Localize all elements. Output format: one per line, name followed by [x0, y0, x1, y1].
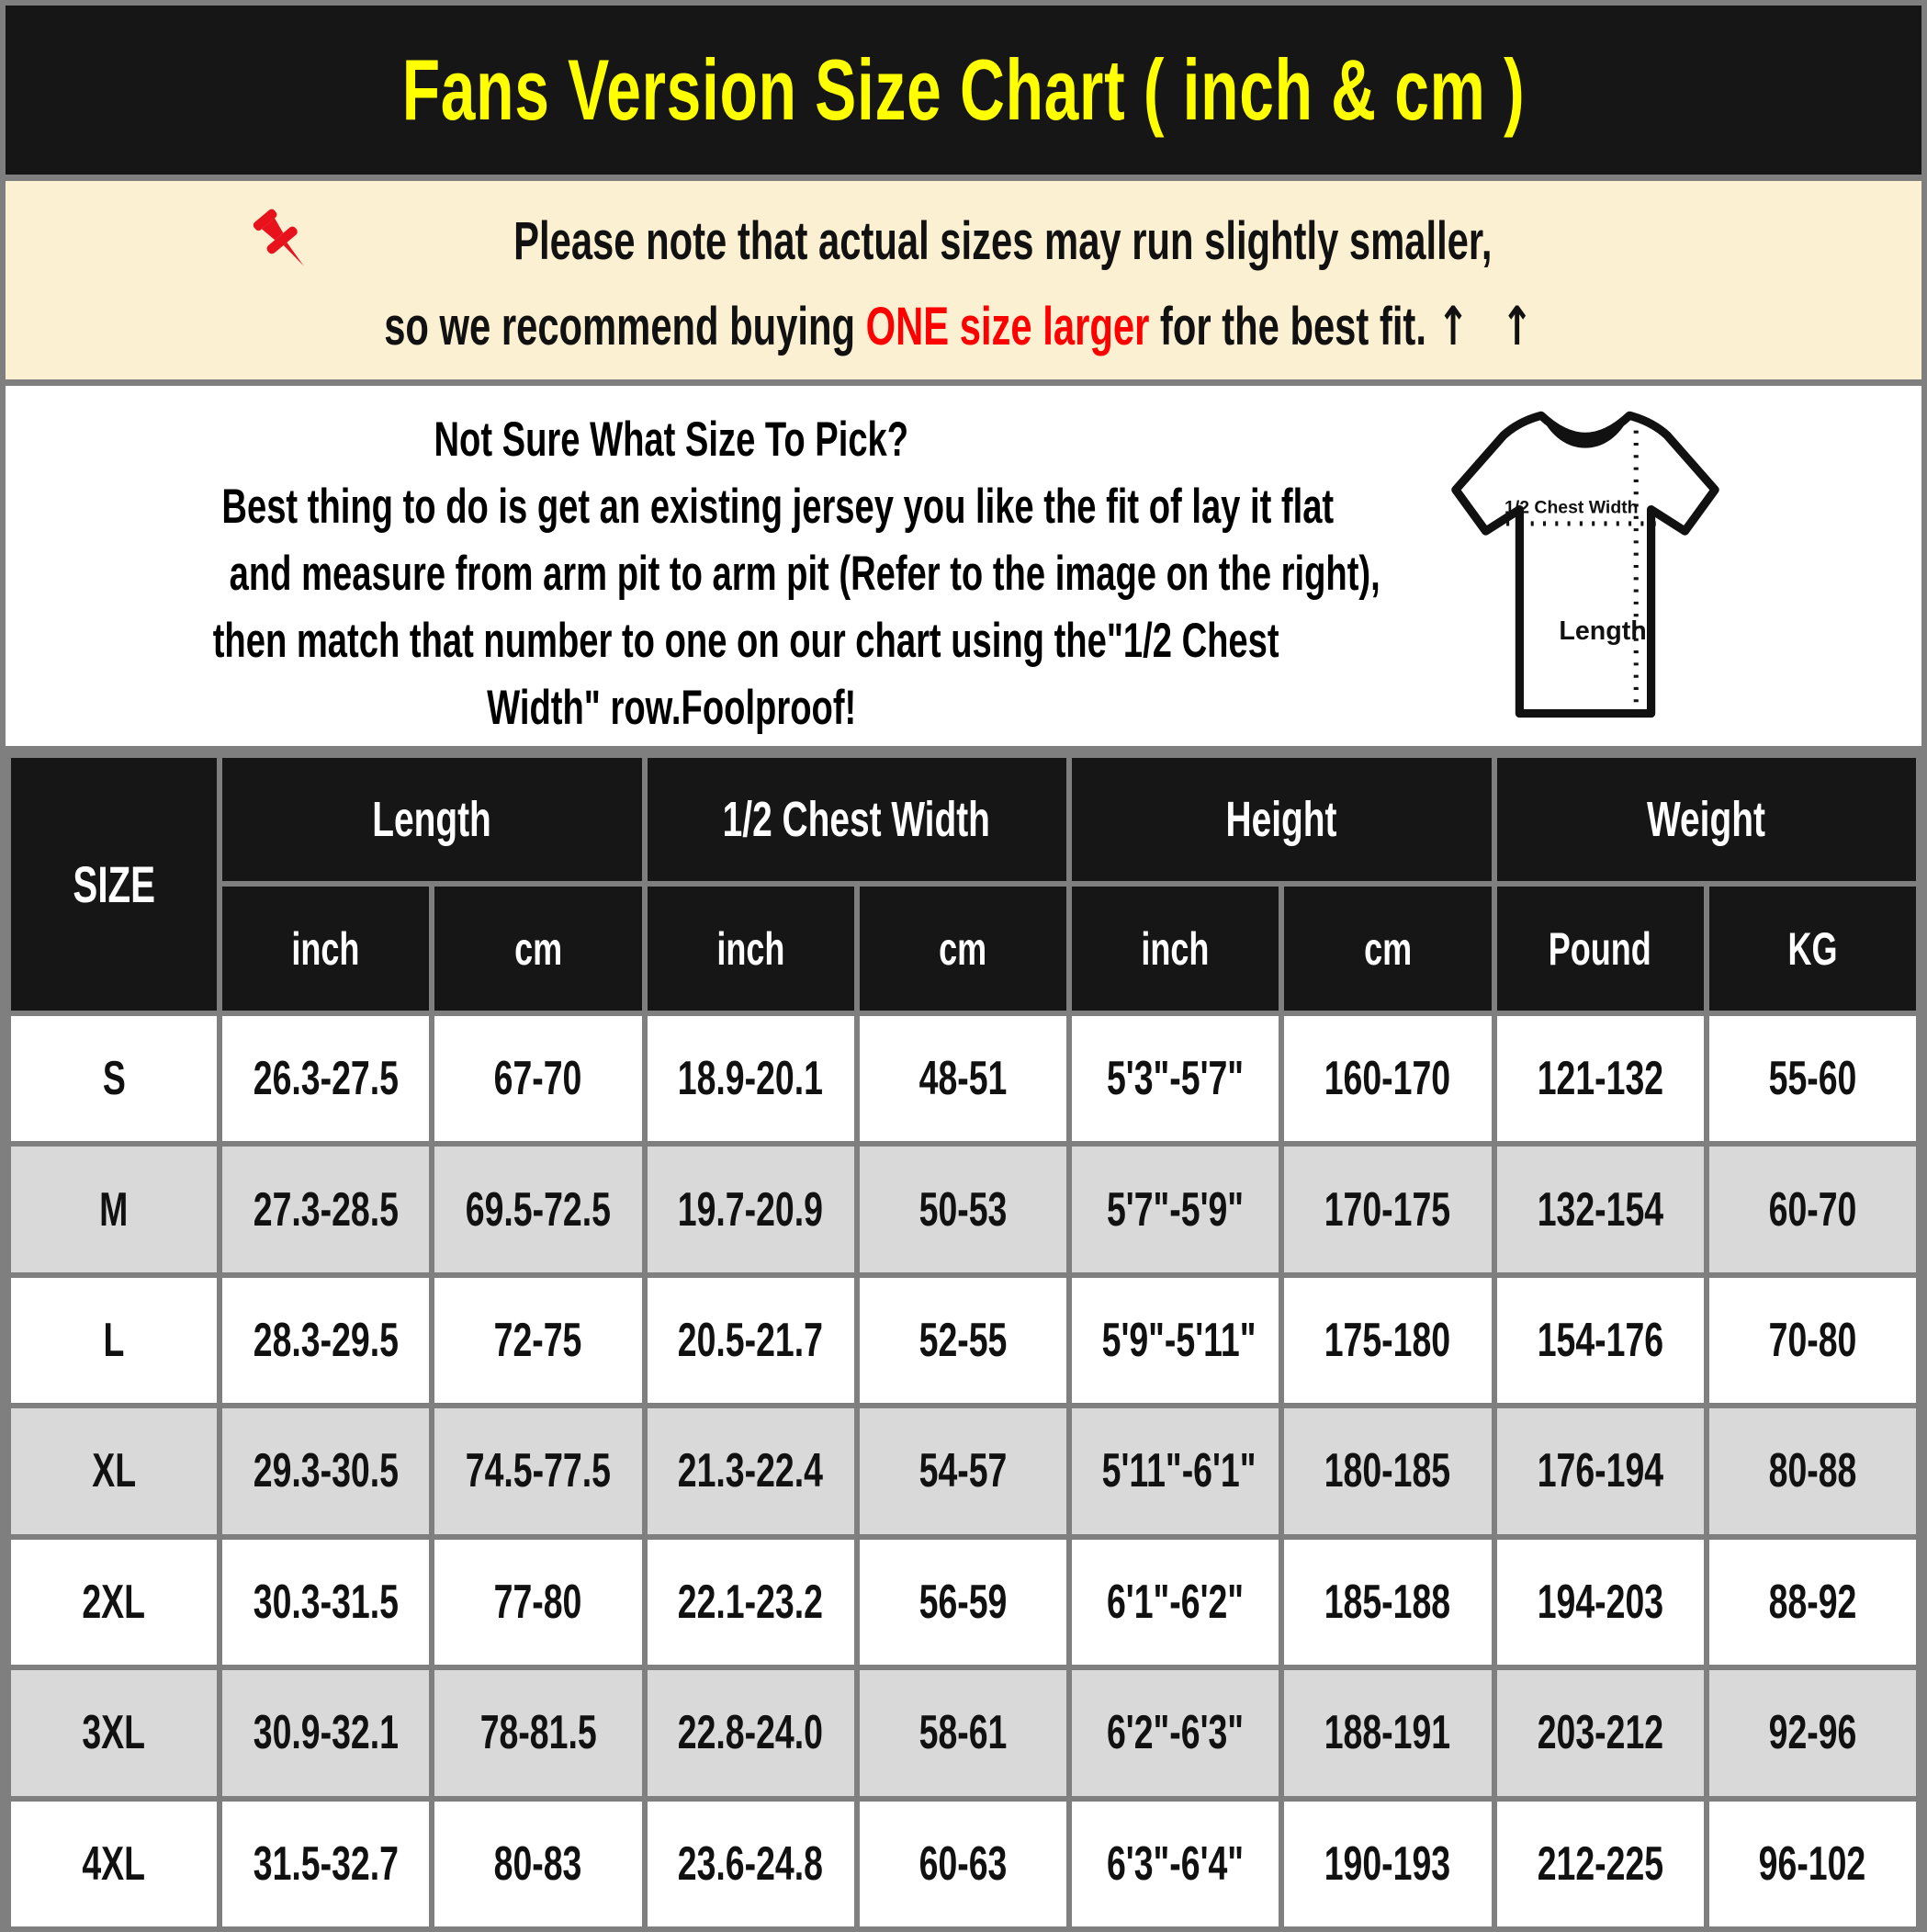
- cell: 21.3-22.4: [645, 1406, 857, 1536]
- table-unit-header-row: [8, 884, 1919, 1013]
- table-row-m: [8, 1144, 1919, 1274]
- cell: 18.9-20.1: [645, 1013, 857, 1144]
- cell: 185-188: [1281, 1537, 1493, 1667]
- cell: 88-92: [1707, 1537, 1919, 1667]
- table-row-s: [8, 1013, 1919, 1144]
- table-group-header-row: [8, 755, 1919, 884]
- cell: 60-70: [1707, 1144, 1919, 1274]
- cell: 55-60: [1707, 1013, 1919, 1144]
- cell: 70-80: [1707, 1275, 1919, 1406]
- cell: 6'2"-6'3": [1069, 1667, 1281, 1798]
- cell: 19.7-20.9: [645, 1144, 857, 1274]
- instructions-line: Width" row.Foolproof!: [486, 681, 857, 735]
- col-header-chest-cm: cm: [857, 884, 1069, 1013]
- length-label: Length: [1559, 616, 1647, 646]
- cell: 80-88: [1707, 1406, 1919, 1536]
- cell: 194-203: [1494, 1537, 1707, 1667]
- cell: 5'11"-6'1": [1069, 1406, 1281, 1536]
- chest-width-label: 1/2 Chest Width: [1504, 497, 1639, 518]
- cell: 22.8-24.0: [645, 1667, 857, 1798]
- tshirt-measurement-diagram: [1443, 402, 1728, 731]
- cell: 190-193: [1281, 1799, 1493, 1929]
- pushpin-icon: [244, 205, 321, 289]
- instructions-line: then match that number to one on our chart using the"1/2 Chest: [212, 614, 1279, 668]
- cell: 26.3-27.5: [220, 1013, 432, 1144]
- cell: 30.3-31.5: [220, 1537, 432, 1667]
- cell-size: S: [8, 1013, 220, 1144]
- instructions-heading: Not Sure What Size To Pick?: [434, 412, 909, 467]
- cell: 52-55: [857, 1275, 1069, 1406]
- cell: 27.3-28.5: [220, 1144, 432, 1274]
- instructions-text: [6, 406, 1380, 741]
- cell: 132-154: [1494, 1144, 1707, 1274]
- cell: 92-96: [1707, 1667, 1919, 1798]
- note-text-2: [384, 293, 1542, 361]
- cell: 6'1"-6'2": [1069, 1537, 1281, 1667]
- cell: 30.9-32.1: [220, 1667, 432, 1798]
- note-text-2-post: for the best fit.: [1149, 297, 1427, 357]
- cell: 23.6-24.8: [645, 1799, 857, 1929]
- table-row-4xl: [8, 1799, 1919, 1929]
- note-line-1: [244, 199, 1683, 284]
- cell-size: XL: [8, 1406, 220, 1536]
- cell-size: L: [8, 1275, 220, 1406]
- cell-size: 4XL: [8, 1799, 220, 1929]
- cell: 20.5-21.7: [645, 1275, 857, 1406]
- col-group-chest-width: 1/2 Chest Width: [645, 755, 1070, 884]
- col-group-length: Length: [220, 755, 645, 884]
- cell: 72-75: [432, 1275, 644, 1406]
- cell: 58-61: [857, 1667, 1069, 1798]
- col-header-weight-pound: Pound: [1494, 884, 1707, 1013]
- col-header-chest-inch: inch: [645, 884, 857, 1013]
- col-header-length-cm: cm: [432, 884, 644, 1013]
- cell: 67-70: [432, 1013, 644, 1144]
- cell: 176-194: [1494, 1406, 1707, 1536]
- cell: 22.1-23.2: [645, 1537, 857, 1667]
- table-row-xl: [8, 1406, 1919, 1536]
- note-line-2: [159, 293, 1767, 361]
- table-row-3xl: [8, 1667, 1919, 1798]
- cell: 170-175: [1281, 1144, 1493, 1274]
- cell: 203-212: [1494, 1667, 1707, 1798]
- cell: 28.3-29.5: [220, 1275, 432, 1406]
- cell: 5'7"-5'9": [1069, 1144, 1281, 1274]
- col-header-height-inch: inch: [1069, 884, 1281, 1013]
- col-group-height: Height: [1069, 755, 1494, 884]
- cell: 180-185: [1281, 1406, 1493, 1536]
- cell: 60-63: [857, 1799, 1069, 1929]
- note-text-1: Please note that actual sizes may run slightly smaller,: [513, 211, 1493, 271]
- col-header-weight-kg: KG: [1707, 884, 1919, 1013]
- cell: 48-51: [857, 1013, 1069, 1144]
- cell: 74.5-77.5: [432, 1406, 644, 1536]
- instructions-section: [6, 386, 1921, 746]
- cell: 121-132: [1494, 1013, 1707, 1144]
- note-text-2-pre: so we recommend buying: [384, 297, 866, 357]
- title-bar: [6, 6, 1921, 175]
- cell: 154-176: [1494, 1275, 1707, 1406]
- cell: 96-102: [1707, 1799, 1919, 1929]
- size-table-wrap: [6, 752, 1921, 1932]
- cell: 160-170: [1281, 1013, 1493, 1144]
- cell: 31.5-32.7: [220, 1799, 432, 1929]
- cell: 175-180: [1281, 1275, 1493, 1406]
- cell: 69.5-72.5: [432, 1144, 644, 1274]
- page-title: Fans Version Size Chart ( inch & cm ): [401, 41, 1526, 138]
- cell: 54-57: [857, 1406, 1069, 1536]
- cell: 50-53: [857, 1144, 1069, 1274]
- tshirt-outline: [1456, 415, 1715, 713]
- col-header-height-cm: cm: [1281, 884, 1493, 1013]
- cell: 29.3-30.5: [220, 1406, 432, 1536]
- note-banner: [6, 181, 1921, 379]
- size-table: [6, 752, 1921, 1932]
- cell: 6'3"-6'4": [1069, 1799, 1281, 1929]
- instructions-line: and measure from arm pit to arm pit (Refer to the image on the right),: [229, 547, 1380, 601]
- cell-size: M: [8, 1144, 220, 1274]
- cell: 212-225: [1494, 1799, 1707, 1929]
- cell-size: 2XL: [8, 1537, 220, 1667]
- cell: 56-59: [857, 1537, 1069, 1667]
- cell: 78-81.5: [432, 1667, 644, 1798]
- col-header-size: SIZE: [8, 755, 220, 1013]
- col-header-length-inch: inch: [220, 884, 432, 1013]
- cell: 5'3"-5'7": [1069, 1013, 1281, 1144]
- cell: 5'9"-5'11": [1069, 1275, 1281, 1406]
- instructions-line: Best thing to do is get an existing jersey you like the fit of lay it flat: [221, 480, 1335, 534]
- cell: 80-83: [432, 1799, 644, 1929]
- col-group-weight: Weight: [1494, 755, 1920, 884]
- table-row-2xl: [8, 1537, 1919, 1667]
- cell: 188-191: [1281, 1667, 1493, 1798]
- table-row-l: [8, 1275, 1919, 1406]
- cell-size: 3XL: [8, 1667, 220, 1798]
- up-arrows-icon: ↑ ↑: [1437, 295, 1543, 358]
- note-text-2-highlight: ONE size larger: [865, 297, 1150, 357]
- cell: 77-80: [432, 1537, 644, 1667]
